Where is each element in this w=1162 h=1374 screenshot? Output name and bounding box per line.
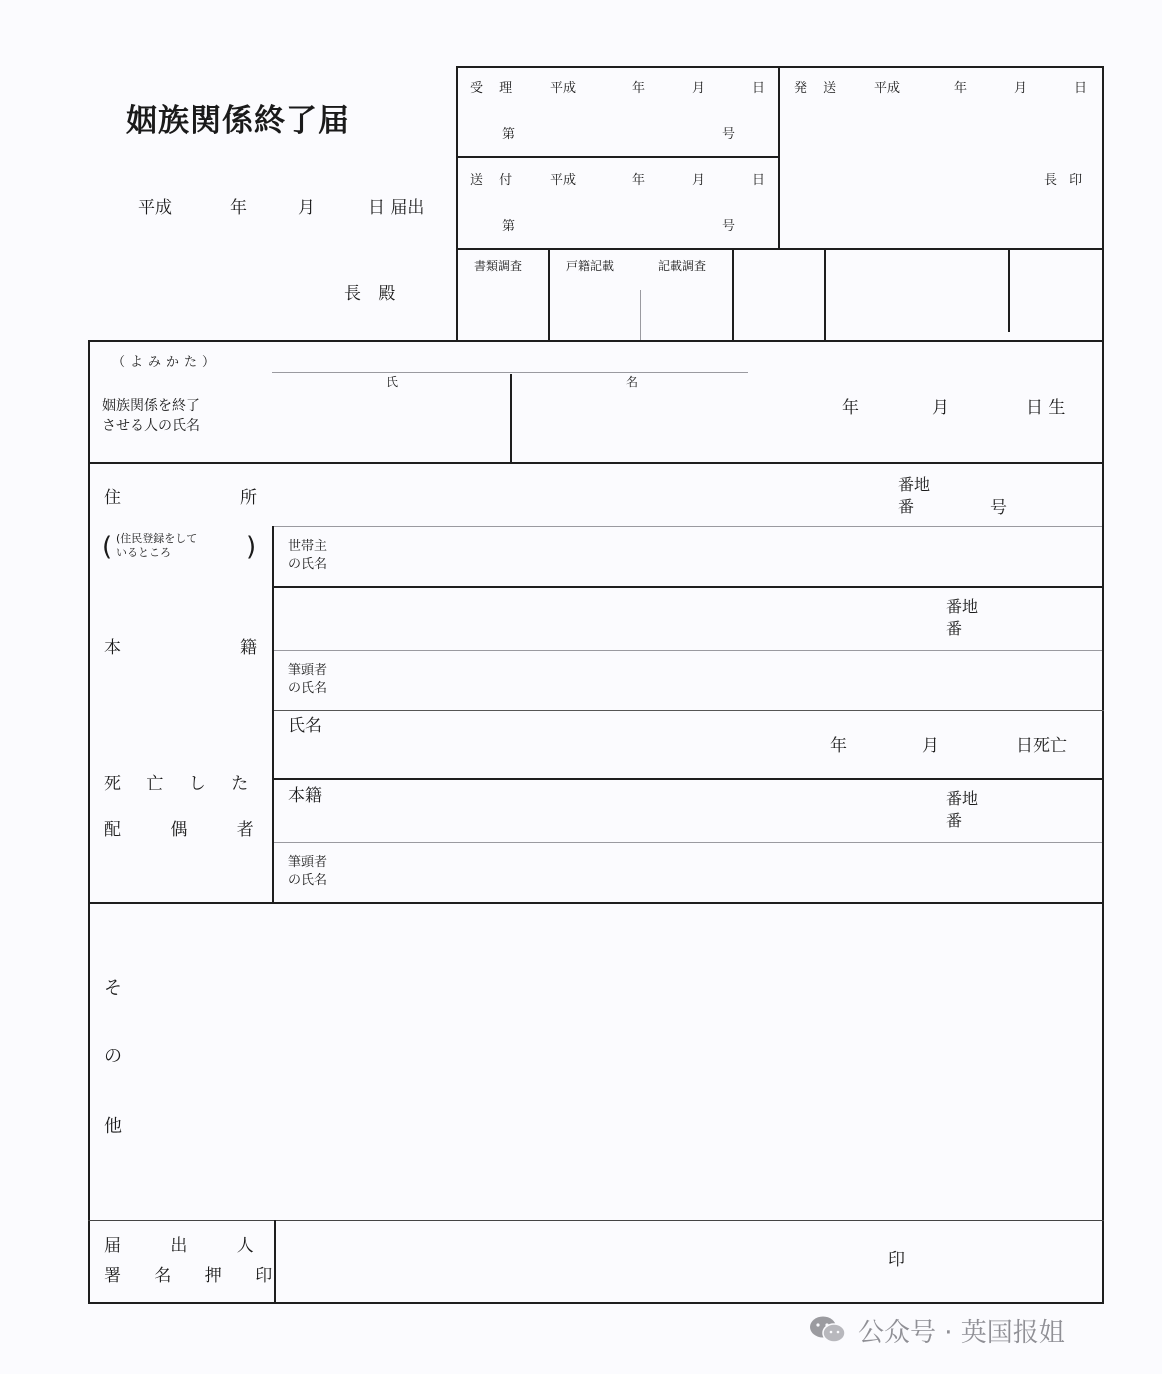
other-char-3: 他: [104, 1116, 122, 1137]
filing-month: 月: [298, 198, 315, 218]
sent-day: 日: [752, 173, 766, 188]
received-day: 日: [752, 81, 766, 96]
address-banchi-line1: 番地: [898, 475, 931, 494]
addressee: 長 殿: [344, 284, 402, 304]
signature-label-line2: 署 名 押 印: [104, 1266, 287, 1286]
chief-seal: 長 印: [1044, 173, 1087, 188]
applicant-name-label: [102, 396, 200, 436]
address-banchi: [898, 474, 930, 518]
address-label-left: 住: [104, 488, 121, 508]
filing-year: 年: [230, 198, 247, 218]
received-year: 年: [632, 81, 646, 96]
other-char-2: の: [104, 1046, 122, 1067]
signature-label-line1: 届 出 人: [104, 1236, 276, 1256]
address-go: 号: [990, 498, 1007, 518]
spouse-head-label: [288, 854, 327, 890]
sent-year: 年: [632, 173, 646, 188]
death-year: 年: [830, 736, 847, 756]
issued-day: 日: [1074, 81, 1088, 96]
householder-label-line2: の氏名: [288, 557, 328, 572]
received-label: 受 理: [470, 81, 519, 96]
honseki-label-left: 本: [104, 638, 121, 658]
death-month: 月: [922, 736, 939, 756]
wechat-icon: [808, 1314, 848, 1346]
birth-year: 年: [842, 398, 859, 418]
check-document-review: 書類調査: [474, 259, 523, 273]
spouse-banchi: [946, 788, 978, 832]
spouse-label-line2: 配 偶 者: [104, 820, 276, 840]
received-no-suffix: 号: [722, 127, 736, 142]
sent-no-prefix: 第: [502, 219, 516, 234]
signature-seal: 印: [888, 1250, 905, 1270]
spouse-banchi-line2: 番: [946, 811, 963, 830]
honseki-head-label-line1: 筆頭者: [288, 663, 328, 678]
other-char-1: そ: [104, 978, 122, 999]
sent-month: 月: [692, 173, 706, 188]
given-name-label: 名: [626, 375, 639, 389]
spouse-name-label: 氏名: [288, 716, 322, 736]
issued-month: 月: [1014, 81, 1028, 96]
address-note-line2: いるところ: [116, 546, 171, 559]
check-entry-review: 記載調査: [658, 259, 707, 273]
honseki-head-label: [288, 662, 327, 698]
check-register-entry: 戸籍記載: [566, 259, 615, 273]
reading-label: （よみかた）: [112, 355, 221, 370]
address-note-paren-close: ): [246, 532, 257, 562]
spouse-head-label-line1: 筆頭者: [288, 855, 328, 870]
honseki-banchi-line1: 番地: [946, 597, 979, 616]
applicant-name-label-line2: させる人の氏名: [102, 418, 200, 434]
sent-era: 平成: [550, 173, 577, 188]
filing-era: 平成: [138, 198, 172, 218]
surname-label: 氏: [386, 375, 399, 389]
sent-no-suffix: 号: [722, 219, 736, 234]
honseki-banchi: [946, 596, 978, 640]
spouse-label-line1: 死 亡 し た: [104, 774, 259, 794]
honseki-head-label-line2: の氏名: [288, 681, 328, 696]
address-note: [116, 532, 197, 560]
received-era: 平成: [550, 81, 577, 96]
issued-label: 発 送: [794, 81, 843, 96]
sent-label: 送 付: [470, 173, 519, 188]
spouse-banchi-line1: 番地: [946, 789, 979, 808]
death-day: 日死亡: [1016, 736, 1067, 756]
issued-era: 平成: [874, 81, 901, 96]
spouse-head-label-line2: の氏名: [288, 873, 328, 888]
applicant-name-label-line1: 姻族関係を終了: [102, 398, 200, 414]
householder-label: [288, 538, 327, 574]
honseki-label-right: 籍: [240, 638, 257, 658]
address-note-line1: (住民登録をして: [116, 532, 198, 545]
birth-month: 月: [932, 398, 949, 418]
issued-year: 年: [954, 81, 968, 96]
spouse-honseki-label: 本籍: [288, 786, 322, 806]
received-no-prefix: 第: [502, 127, 516, 142]
watermark: [808, 1312, 1065, 1348]
address-banchi-line2: 番: [898, 497, 915, 516]
received-month: 月: [692, 81, 706, 96]
filing-day: 日 届出: [368, 198, 425, 218]
watermark-text: 公众号 · 英国报姐: [858, 1317, 1065, 1348]
householder-label-line1: 世帯主: [288, 539, 328, 554]
address-note-paren-open: (: [102, 532, 113, 562]
address-label-right: 所: [240, 488, 257, 508]
form-title: 姻族関係終了届: [126, 103, 350, 139]
honseki-banchi-line2: 番: [946, 619, 963, 638]
birth-day: 日 生: [1026, 398, 1066, 418]
